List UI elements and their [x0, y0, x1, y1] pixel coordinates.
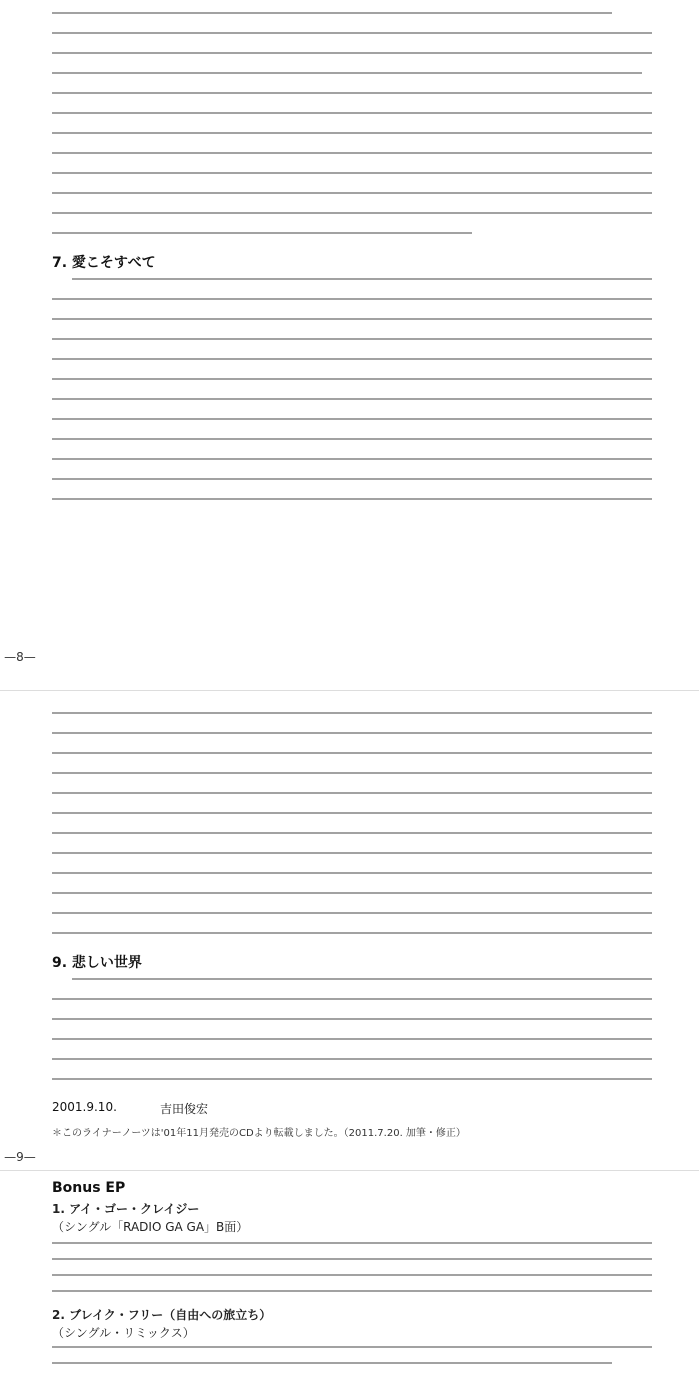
section-title: 7. 愛こそすべて	[52, 255, 156, 271]
divider	[0, 1170, 699, 1171]
section-title: Bonus EP	[52, 1180, 126, 1196]
divider	[0, 690, 699, 691]
page-number: —9—	[4, 1150, 36, 1164]
section-title: 9. 悲しい世界	[52, 955, 142, 971]
track-title: 1. アイ・ゴー・クレイジー	[52, 1202, 200, 1216]
page-number: —8—	[4, 650, 36, 664]
author: 吉田俊宏	[160, 1102, 209, 1116]
track-title: 2. ブレイク・フリー（自由への旅立ち）	[52, 1308, 272, 1322]
track-subtitle: （シングル「RADIO GA GA」B面）	[52, 1220, 249, 1234]
date: 2001.9.10.	[52, 1100, 117, 1114]
note: ＊このライナーノーツは'01年11月発売のCDより転載しました。（2011.7.20. 加筆・修正）	[52, 1128, 466, 1139]
track-subtitle: （シングル・リミックス）	[52, 1326, 195, 1340]
